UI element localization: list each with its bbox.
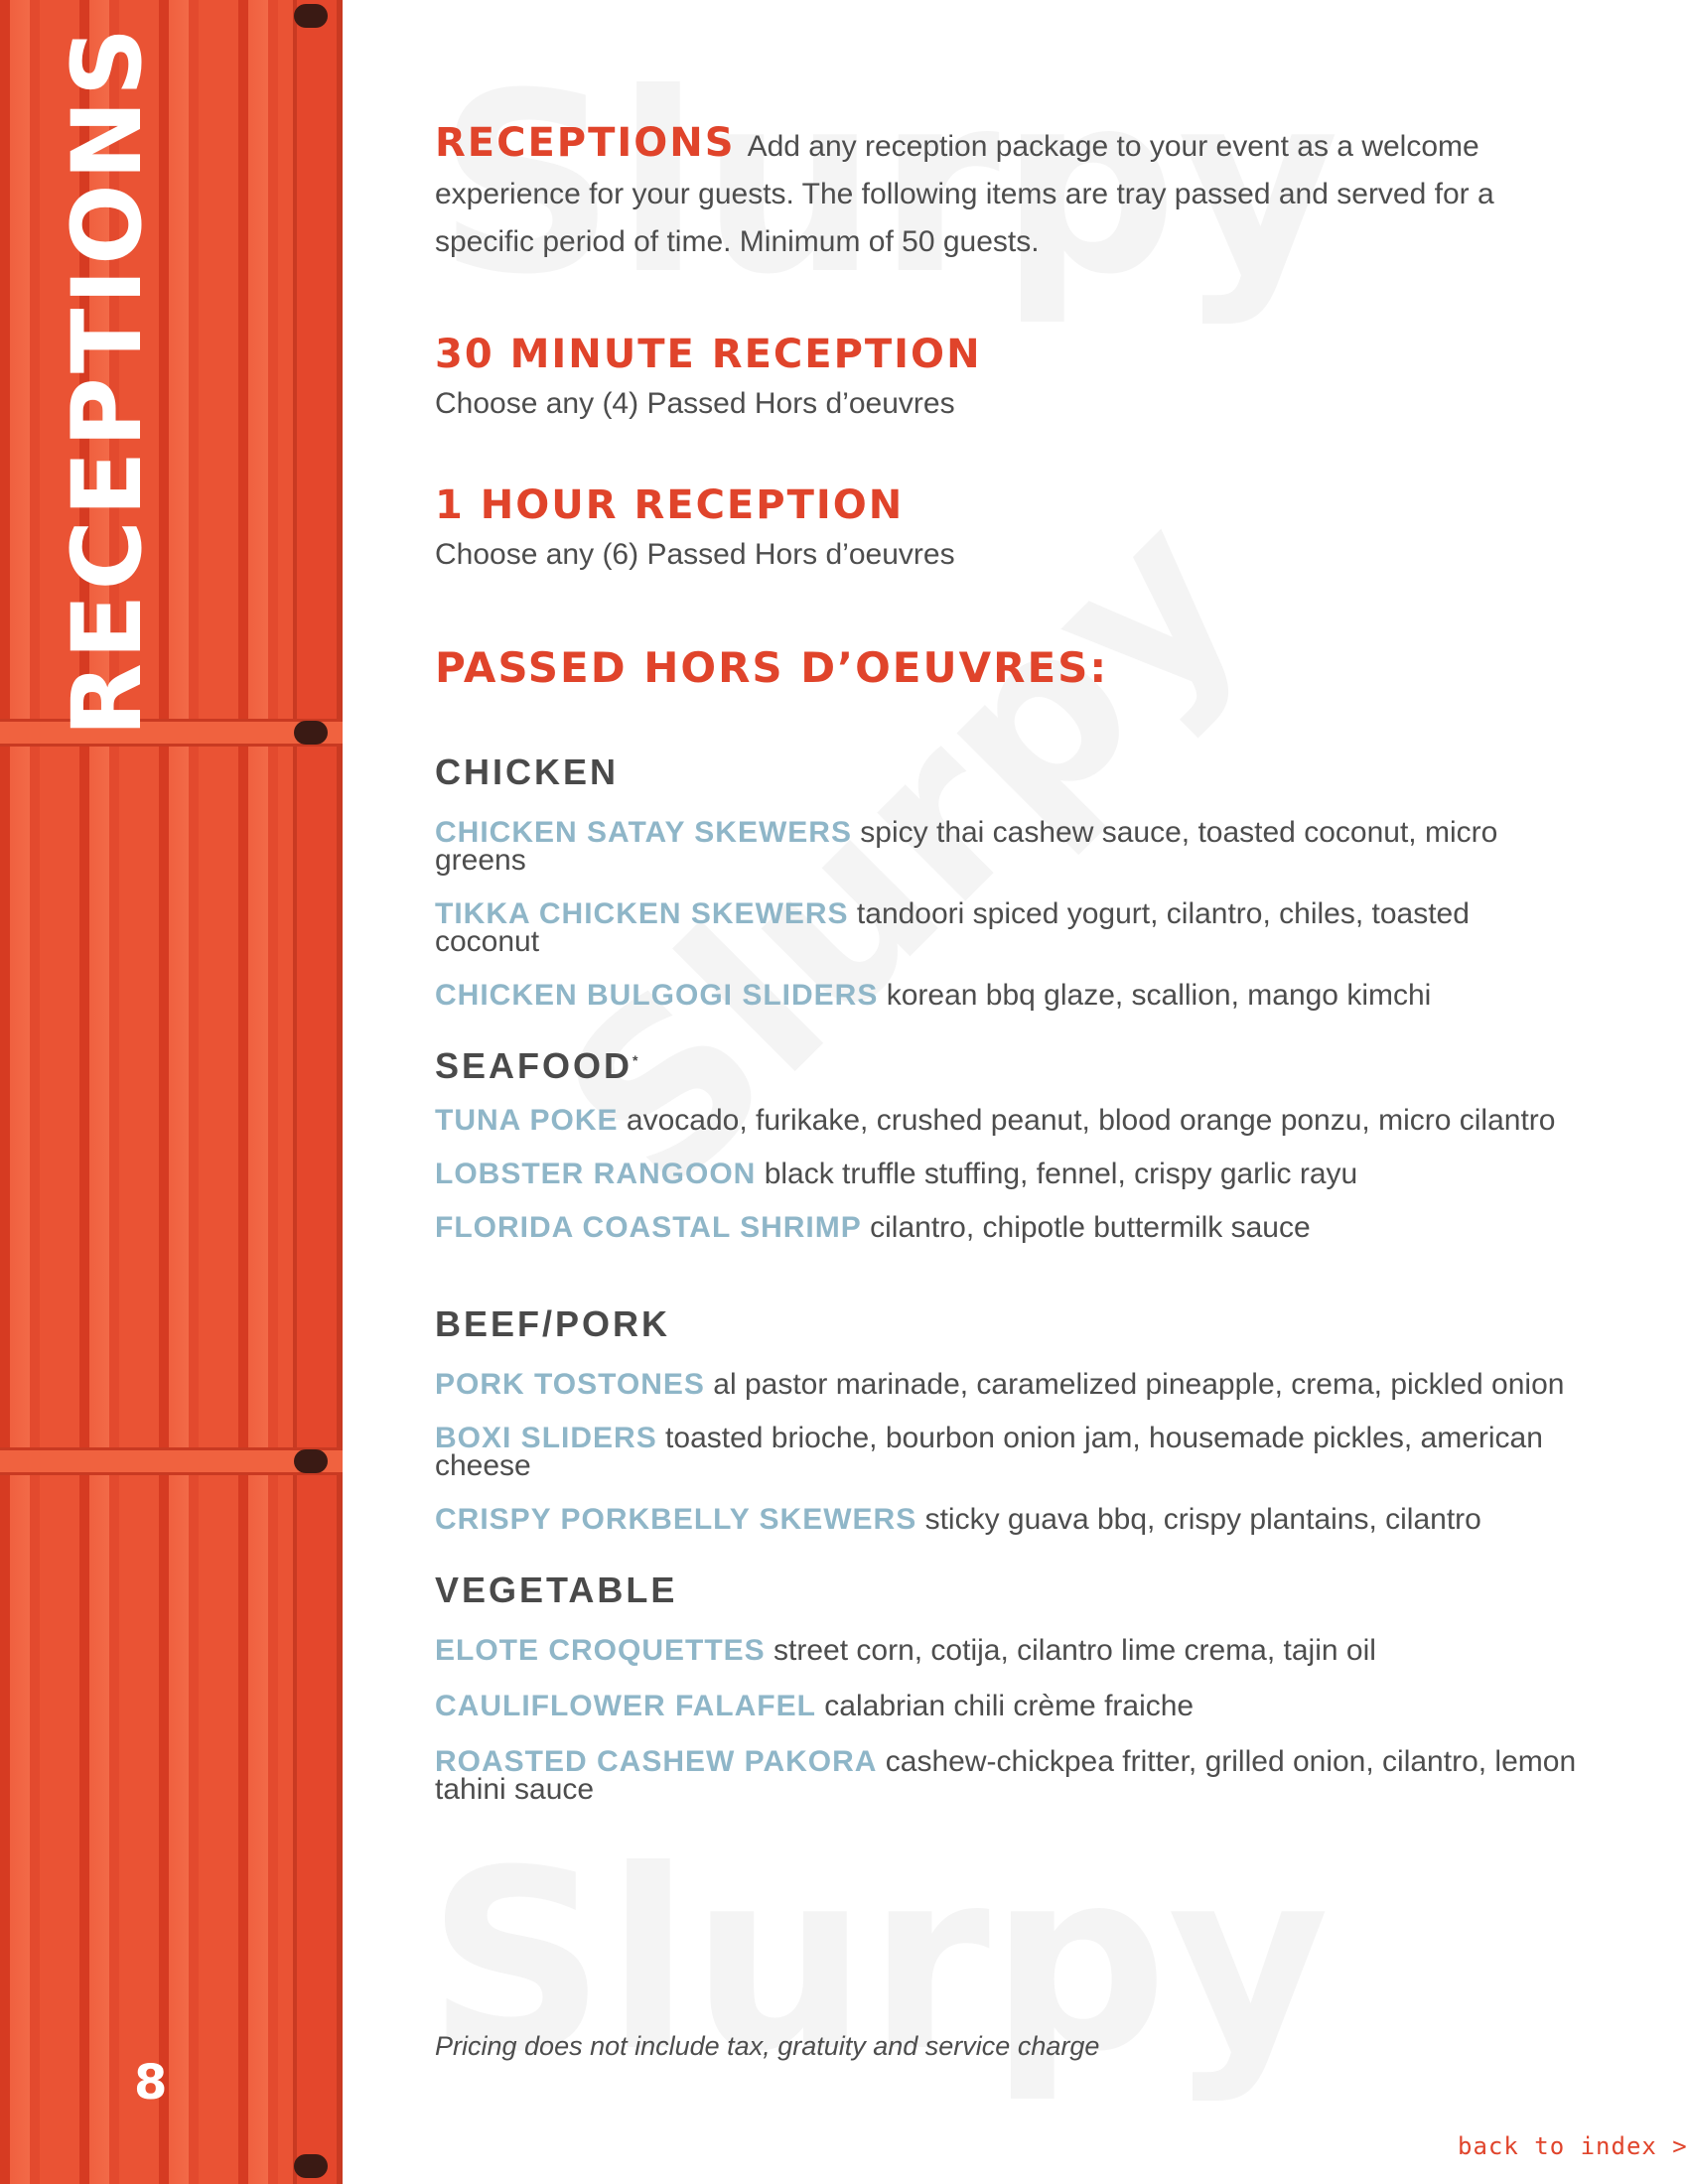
item-name: CHICKEN BULGOGI SLIDERS bbox=[435, 979, 879, 1012]
menu-item bbox=[435, 1211, 1577, 1244]
category-vegetable: VEGETABLE bbox=[435, 1570, 678, 1610]
item-name: PORK TOSTONES bbox=[435, 1368, 705, 1401]
sidebar-strip bbox=[0, 0, 343, 2184]
bolt-icon bbox=[294, 721, 328, 745]
item-desc: spicy thai cashew sauce, toasted coconut, micro greens bbox=[435, 816, 1498, 877]
item-name: CAULIFLOWER FALAFEL bbox=[435, 1690, 816, 1722]
watermark bbox=[427, 1817, 1330, 2106]
item-desc: cilantro, chipotle buttermilk sauce bbox=[870, 1211, 1311, 1244]
item-desc: street corn, cotija, cilantro lime crema, tajin oil bbox=[774, 1634, 1376, 1667]
item-desc: calabrian chili crème fraiche bbox=[824, 1690, 1195, 1722]
item-name: LOBSTER RANGOON bbox=[435, 1158, 757, 1190]
back-to-index-link[interactable]: back to index > bbox=[1458, 2132, 1688, 2160]
category-seafood bbox=[435, 1045, 1577, 1087]
item-name: ELOTE CROQUETTES bbox=[435, 1634, 766, 1667]
passed-heading: PASSED HORS D’OEUVRES: bbox=[435, 643, 1109, 692]
item-name: FLORIDA COASTAL SHRIMP bbox=[435, 1211, 862, 1244]
menu-item bbox=[435, 1745, 1577, 1806]
package-title: 1 HOUR RECEPTION bbox=[435, 482, 905, 528]
item-desc: korean bbq glaze, scallion, mango kimchi bbox=[886, 979, 1432, 1012]
category-chicken: CHICKEN bbox=[435, 751, 620, 792]
menu-item bbox=[435, 1160, 1577, 1188]
menu-item bbox=[435, 816, 1577, 877]
item-desc: avocado, furikake, crushed peanut, blood orange ponzu, micro cilantro bbox=[626, 1104, 1556, 1137]
main-content bbox=[435, 119, 1577, 1804]
sidebar-title: RECEPTIONS bbox=[52, 23, 163, 737]
package-desc: Choose any (6) Passed Hors d’oeuvres bbox=[435, 538, 955, 571]
item-name: BOXI SLIDERS bbox=[435, 1422, 657, 1454]
category-name: SEAFOOD bbox=[435, 1045, 633, 1086]
package-1-hour bbox=[435, 482, 1577, 572]
package-30-minute bbox=[435, 332, 1577, 421]
item-name: CHICKEN SATAY SKEWERS bbox=[435, 816, 852, 849]
item-desc: cashew-chickpea fritter, grilled onion, cilantro, lemon tahini sauce bbox=[435, 1745, 1577, 1806]
category-beef-pork: BEEF/PORK bbox=[435, 1303, 671, 1344]
bolt-icon bbox=[294, 1449, 328, 1473]
item-name: TIKKA CHICKEN SKEWERS bbox=[435, 897, 849, 930]
item-name: ROASTED CASHEW PAKORA bbox=[435, 1745, 878, 1778]
item-desc: black truffle stuffing, fennel, crispy garlic rayu bbox=[764, 1158, 1358, 1190]
item-desc: sticky guava bbq, crispy plantains, cilantro bbox=[924, 1503, 1481, 1536]
menu-item bbox=[435, 1503, 1577, 1536]
container-rail bbox=[293, 0, 343, 2184]
menu-item bbox=[435, 979, 1577, 1012]
item-name: TUNA POKE bbox=[435, 1104, 619, 1137]
item-desc: al pastor marinade, caramelized pineapple, crema, pickled onion bbox=[713, 1368, 1565, 1401]
intro-heading: RECEPTIONS bbox=[435, 120, 736, 166]
menu-item bbox=[435, 1422, 1577, 1482]
pricing-note: Pricing does not include tax, gratuity and service charge bbox=[435, 2031, 1100, 2061]
menu-item bbox=[435, 1634, 1577, 1667]
item-desc: toasted brioche, bourbon onion jam, housemade pickles, american cheese bbox=[435, 1422, 1543, 1482]
menu-item bbox=[435, 1104, 1577, 1137]
intro-text: Add any reception package to your event as a welcome experience for your guests. The following items are tray passed and served for a specific period of time. Minimum of 50 guests. bbox=[435, 130, 1494, 258]
package-title: 30 MINUTE RECEPTION bbox=[435, 332, 982, 377]
item-desc: tandoori spiced yogurt, cilantro, chiles, toasted coconut bbox=[435, 897, 1470, 958]
item-name: CRISPY PORKBELLY SKEWERS bbox=[435, 1503, 917, 1536]
menu-item bbox=[435, 1368, 1577, 1401]
container-band bbox=[0, 1447, 343, 1475]
bolt-icon bbox=[294, 2154, 328, 2178]
intro bbox=[435, 119, 1577, 266]
menu-item bbox=[435, 897, 1577, 958]
footnote-mark: * bbox=[633, 1052, 641, 1068]
package-desc: Choose any (4) Passed Hors d’oeuvres bbox=[435, 387, 955, 420]
bolt-icon bbox=[294, 4, 328, 28]
menu-item bbox=[435, 1690, 1577, 1722]
page-number: 8 bbox=[134, 2055, 168, 2111]
